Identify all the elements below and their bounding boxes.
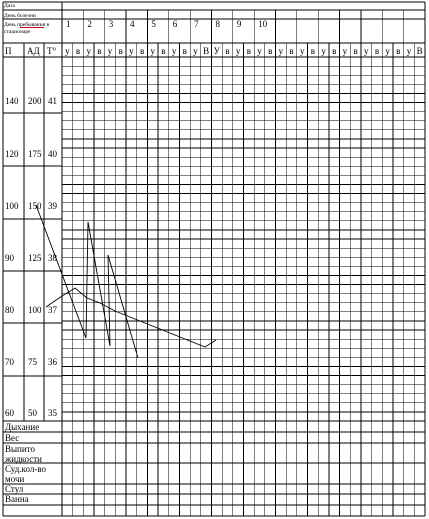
shift-mark: в xyxy=(97,46,102,56)
shift-mark: у xyxy=(385,46,390,56)
date-label: Дата xyxy=(4,3,15,9)
shift-mark: у xyxy=(406,46,412,56)
day-number: 8 xyxy=(215,19,220,29)
shift-mark: у xyxy=(150,46,155,56)
day-numbers xyxy=(66,19,268,29)
bp-column-header: АД xyxy=(27,46,40,56)
shift-mark: в xyxy=(268,46,273,56)
shift-mark: у xyxy=(342,46,348,56)
shift-mark: в xyxy=(225,46,230,56)
bp-scale-value: 75 xyxy=(28,357,37,367)
pulse-scale-value: 70 xyxy=(5,357,14,367)
pulse-curve xyxy=(36,205,138,358)
fluid-intake-label-line2: жидкости xyxy=(5,454,42,464)
bp-scale-value: 100 xyxy=(28,305,42,315)
shift-mark: в xyxy=(118,46,123,56)
shift-mark: у xyxy=(86,46,91,56)
shift-mark: в xyxy=(396,46,401,56)
shift-mark: у xyxy=(278,46,284,56)
bp-scale-value: 150 xyxy=(28,201,42,211)
stool-label: Стул xyxy=(5,484,24,494)
shift-mark: у xyxy=(171,46,177,56)
scale-values xyxy=(5,96,58,418)
chart-grid xyxy=(3,2,425,516)
shift-mark: у xyxy=(257,46,262,56)
day-number: 2 xyxy=(87,19,92,29)
temperature-curve xyxy=(46,288,216,347)
shift-mark: В xyxy=(416,46,423,56)
urine-output-label-line1: Суд.кол-во xyxy=(5,464,47,474)
shift-mark: у xyxy=(364,46,369,56)
day-number: 7 xyxy=(194,19,199,29)
shift-mark: у xyxy=(129,46,134,56)
bp-scale-value: 50 xyxy=(28,408,37,418)
fluid-intake-label-line1: Выпито xyxy=(5,444,35,454)
shift-mark: у xyxy=(321,46,326,56)
shift-mark: в xyxy=(182,46,187,56)
day-number: 10 xyxy=(258,19,268,29)
shift-mark: У xyxy=(213,46,220,56)
day-number: 3 xyxy=(108,19,114,29)
shift-marks xyxy=(65,46,423,56)
bp-scale-value: 200 xyxy=(28,96,42,106)
shift-mark: в xyxy=(246,46,251,56)
temp-scale-value: 40 xyxy=(48,149,57,159)
pulse-column-header: П xyxy=(5,46,12,56)
temp-scale-value: 36 xyxy=(48,357,57,367)
shift-mark: у xyxy=(299,46,305,56)
shift-mark: В xyxy=(203,46,210,56)
pulse-scale-value: 60 xyxy=(5,408,14,418)
pulse-scale-value: 140 xyxy=(5,96,19,106)
temp-scale-value: 39 xyxy=(48,201,57,211)
shift-mark: в xyxy=(161,46,166,56)
shift-mark: в xyxy=(353,46,358,56)
temp-scale-value: 37 xyxy=(48,305,57,315)
hospital-day-label-line2: стационаре xyxy=(4,29,31,35)
shift-mark: у xyxy=(107,46,113,56)
pulse-scale-value: 90 xyxy=(5,253,14,263)
shift-mark: в xyxy=(139,46,145,56)
shift-mark: в xyxy=(289,46,294,56)
day-number: 6 xyxy=(172,19,178,29)
temp-column-header: Т° xyxy=(47,46,57,56)
hospital-day-label-line1: День пребывания в xyxy=(4,22,50,28)
pulse-scale-value: 100 xyxy=(5,201,19,211)
shift-mark: в xyxy=(310,46,316,56)
temp-scale-value: 38 xyxy=(48,253,57,263)
pulse-scale-value: 120 xyxy=(5,149,19,159)
pulse-scale-value: 80 xyxy=(5,305,14,315)
respiration-label: Дыхание xyxy=(5,422,40,432)
urine-output-label-line2: мочи xyxy=(5,474,25,484)
day-number: 9 xyxy=(236,19,242,29)
shift-mark: в xyxy=(332,46,337,56)
footer-labels xyxy=(4,422,47,504)
illness-day-label: День болезни xyxy=(4,13,36,19)
temp-scale-value: 41 xyxy=(48,96,57,106)
shift-mark: у xyxy=(193,46,198,56)
day-number: 1 xyxy=(66,19,71,29)
shift-mark: у xyxy=(65,46,70,56)
day-number: 4 xyxy=(130,19,135,29)
shift-mark: у xyxy=(235,46,241,56)
weight-label: Вес xyxy=(5,433,20,443)
bp-scale-value: 125 xyxy=(28,253,42,263)
bath-label: Ванна xyxy=(5,494,29,504)
shift-mark: в xyxy=(75,46,81,56)
shift-mark: в xyxy=(374,46,380,56)
temp-scale-value: 35 xyxy=(48,408,57,418)
day-number: 5 xyxy=(151,19,156,29)
bp-scale-value: 175 xyxy=(28,149,42,159)
